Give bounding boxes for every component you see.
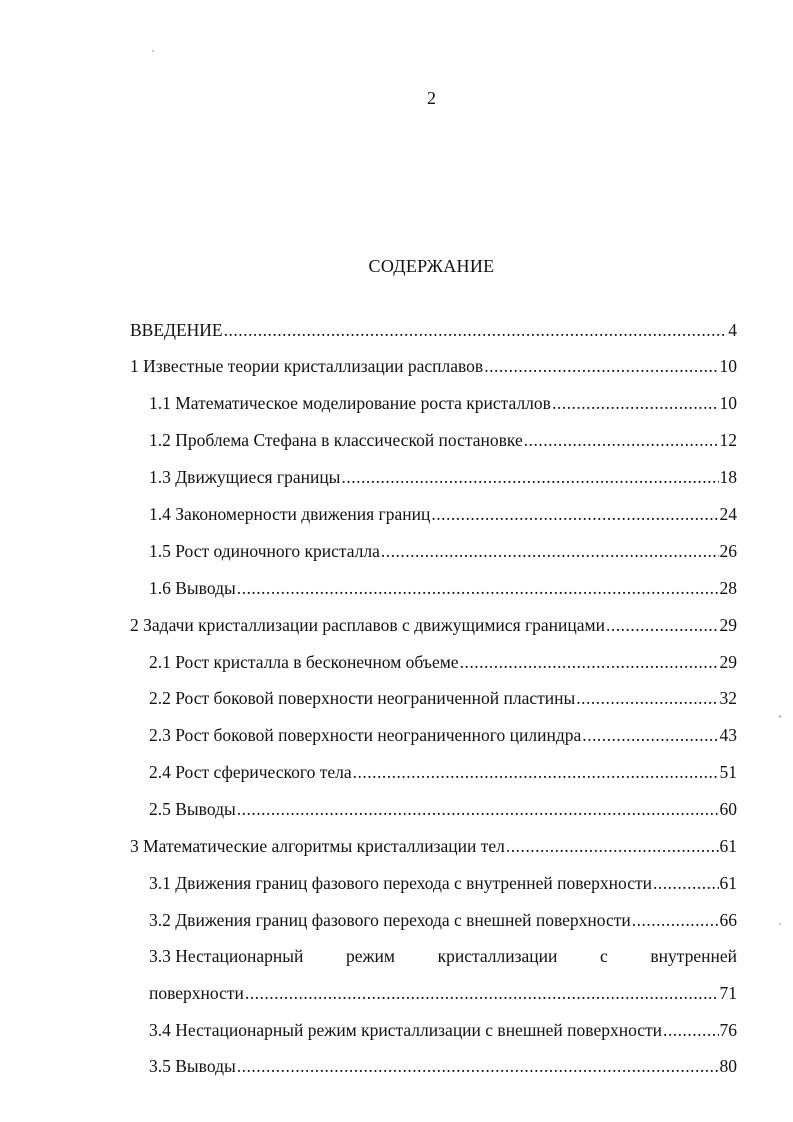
toc-entry-page: 4 (728, 320, 737, 340)
toc-entry-page: 71 (719, 983, 737, 1003)
toc-entry-2-5 (149, 797, 737, 821)
toc-entry-2-2 (149, 686, 737, 710)
toc-dot-leader (576, 686, 718, 710)
toc-entry-1-4 (149, 502, 737, 526)
toc-entry-title: 1.5 Рост одиночного кристалла (149, 541, 380, 561)
toc-word: кристаллизации (437, 946, 558, 966)
toc-entry-page: 76 (719, 1020, 737, 1040)
toc-entry-title: 1.3 Движущиеся границы (149, 467, 341, 487)
toc-entry-3-5 (149, 1054, 737, 1078)
toc-entry-title: 1.2 Проблема Стефана в классической постановке (149, 430, 523, 450)
scan-speck (779, 923, 781, 925)
toc-entry-page: 26 (719, 541, 737, 561)
page-number: 2 (427, 88, 436, 108)
toc-entry-1-5 (149, 539, 737, 563)
toc-dot-leader (237, 797, 719, 821)
toc-dot-leader (431, 502, 718, 526)
toc-entry-2-1 (149, 650, 737, 674)
toc-entry-title: 3.4 Нестационарный режим кристаллизации с внешней поверхности (149, 1020, 663, 1040)
toc-entry-title: 2.5 Выводы (149, 799, 236, 819)
toc-entry-title: 1.4 Закономерности движения границ (149, 504, 431, 524)
toc-dot-leader (506, 834, 719, 858)
toc-entry-chapter-3 (130, 834, 737, 858)
toc-entry-3-1 (149, 871, 737, 895)
toc-dot-leader (237, 576, 719, 600)
toc-dot-leader (237, 1054, 719, 1078)
toc-entry-title: 3.1 Движения границ фазового перехода с внутренней поверхности (149, 873, 652, 893)
toc-dot-leader (460, 650, 719, 674)
toc-entry-title: 2.2 Рост боковой поверхности неограниченной пластины (149, 688, 576, 708)
toc-entry-title: 2.3 Рост боковой поверхности неограниченного цилиндра (149, 725, 582, 745)
toc-entry-2-3 (149, 723, 737, 747)
toc-entry-page: 32 (719, 688, 737, 708)
toc-entry-3-2 (149, 908, 737, 932)
toc-entry-page: 66 (719, 910, 737, 930)
toc-entry-1-3 (149, 465, 737, 489)
toc-entry-1-2 (149, 428, 737, 452)
toc-entry-title: 2.4 Рост сферического тела (149, 762, 352, 782)
toc-dot-leader (582, 723, 718, 747)
toc-dot-leader (245, 981, 719, 1005)
toc-entry-page: 24 (719, 504, 737, 524)
toc-entry-title: 3.2 Движения границ фазового перехода с внешней поверхности (149, 910, 631, 930)
toc-entry-intro (130, 318, 737, 342)
toc-entry-page: 12 (719, 430, 737, 450)
toc-entry-title: 2.1 Рост кристалла в бесконечном объеме (149, 652, 459, 672)
scan-speck (779, 715, 781, 718)
toc-entry-title: ВВЕДЕНИЕ (130, 320, 223, 340)
toc-entry-3-3-line1 (149, 944, 737, 968)
toc-dot-leader (484, 354, 718, 378)
toc-entry-chapter-2 (130, 613, 737, 637)
toc-entry-page: 61 (719, 836, 737, 856)
toc-dot-leader (353, 760, 719, 784)
toc-entry-title: 1 Известные теории кристаллизации расплавов (130, 356, 484, 376)
toc-entry-page: 10 (719, 393, 737, 413)
toc-entry-page: 80 (719, 1056, 737, 1076)
toc-entry-title: 1.6 Выводы (149, 578, 236, 598)
toc-heading: СОДЕРЖАНИЕ (368, 256, 495, 276)
toc-entry-page: 51 (719, 762, 737, 782)
toc-entry-title: 3 Математические алгоритмы кристаллизации тел (130, 836, 505, 856)
toc-word: с (599, 946, 608, 966)
toc-dot-leader (663, 1018, 718, 1042)
toc-entry-page: 29 (719, 615, 737, 635)
toc-dot-leader (653, 871, 719, 895)
toc-entry-page: 43 (719, 725, 737, 745)
toc-entry-1-6 (149, 576, 737, 600)
toc-dot-leader (524, 428, 719, 452)
toc-dot-leader (224, 318, 728, 342)
scan-speck (152, 50, 154, 52)
toc-entry-page: 61 (719, 873, 737, 893)
toc-entry-page: 18 (719, 467, 737, 487)
toc-entry-3-3-line2 (149, 981, 737, 1005)
toc-entry-page: 29 (719, 652, 737, 672)
toc-dot-leader (341, 465, 718, 489)
toc-dot-leader (606, 613, 719, 637)
toc-word: внутренней (650, 946, 737, 966)
toc-dot-leader (381, 539, 719, 563)
toc-dot-leader (632, 908, 719, 932)
toc-entry-1-1 (149, 391, 737, 415)
toc-word: 3.3 Нестационарный (149, 946, 304, 966)
toc-entry-page: 28 (719, 578, 737, 598)
toc-entry-title: 2 Задачи кристаллизации расплавов с движущимися границами (130, 615, 605, 635)
toc-dot-leader (552, 391, 719, 415)
toc-entry-title: поверхности (149, 983, 244, 1003)
toc-entry-page: 10 (719, 356, 737, 376)
toc-entry-2-4 (149, 760, 737, 784)
toc-word: режим (345, 946, 395, 966)
toc-entry-3-4 (149, 1018, 737, 1042)
toc-entry-chapter-1 (130, 354, 737, 378)
toc-entry-title: 1.1 Математическое моделирование роста кристаллов (149, 393, 551, 413)
toc-entry-page: 60 (719, 799, 737, 819)
toc-entry-title: 3.5 Выводы (149, 1056, 236, 1076)
